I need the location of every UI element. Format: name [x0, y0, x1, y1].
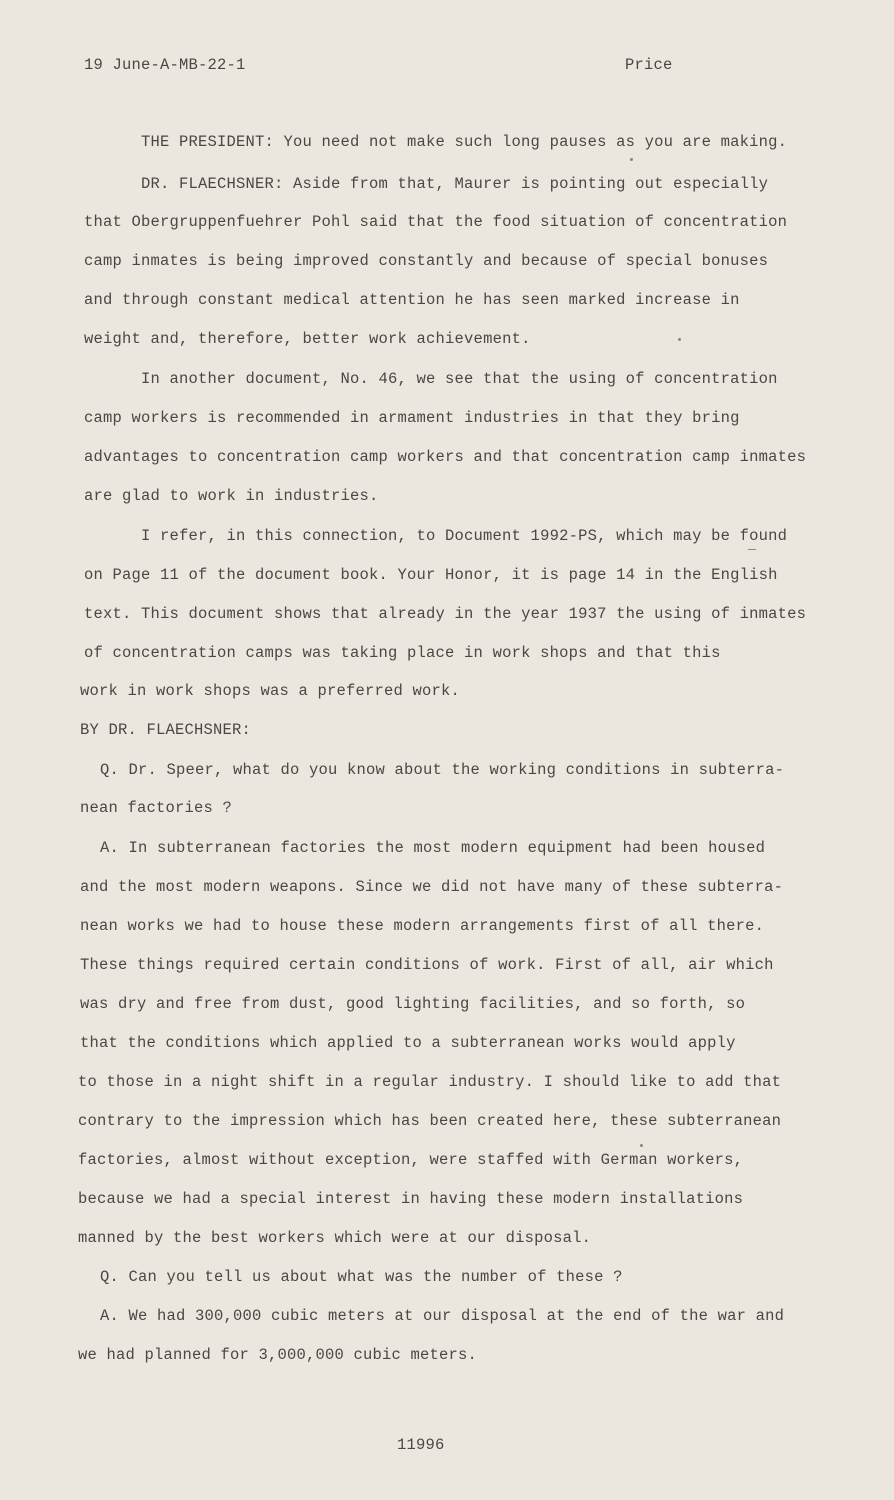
text-line: work in work shops was a preferred work. [80, 682, 461, 700]
text-line: and through constant medical attention he has seen marked increase in [84, 291, 740, 309]
text-line: on Page 11 of the document book. Your Honor, it is page 14 in the English [84, 566, 778, 584]
text-line: factories, almost without exception, were staffed with German workers, [78, 1151, 744, 1169]
paper-speck [640, 1144, 643, 1147]
text-line: camp inmates is being improved constantly and because of special bonuses [84, 252, 769, 270]
speaker-name: Price [625, 56, 673, 74]
text-line: was dry and free from dust, good lighting facilities, and so forth, so [80, 995, 746, 1013]
text-line: we had planned for 3,000,000 cubic meters. [78, 1346, 478, 1364]
text-line: of concentration camps was taking place in work shops and that this [84, 644, 721, 662]
text-line: I refer, in this connection, to Document 1992-PS, which may be found [141, 527, 788, 545]
page-number: 11996 [397, 1436, 445, 1454]
text-line: These things required certain conditions of work. First of all, air which [80, 956, 774, 974]
text-line: to those in a night shift in a regular industry. I should like to add that [78, 1073, 782, 1091]
text-line: that the conditions which applied to a subterranean works would apply [80, 1034, 736, 1052]
text-line: manned by the best workers which were at our disposal. [78, 1229, 592, 1247]
text-line: In another document, No. 46, we see that the using of concentration [141, 370, 778, 388]
text-line: nean works we had to house these modern arrangements first of all there. [80, 917, 765, 935]
text-line: nean factories ? [80, 799, 233, 817]
text-line: are glad to work in industries. [84, 487, 379, 505]
text-line: THE PRESIDENT: You need not make such long pauses as you are making. [141, 133, 788, 151]
question-line: Q. Dr. Speer, what do you know about the working conditions in subterra- [100, 761, 785, 779]
paper-speck [630, 158, 633, 161]
text-line: text. This document shows that already in the year 1937 the using of inmates [84, 605, 807, 623]
section-heading: BY DR. FLAECHSNER: [80, 721, 252, 739]
document-reference: 19 June-A-MB-22-1 [84, 56, 246, 74]
text-line: advantages to concentration camp workers and that concentration camp inmates [84, 448, 807, 466]
text-line: and the most modern weapons. Since we did not have many of these subterra- [80, 878, 784, 896]
paper-speck [748, 549, 756, 550]
text-line: weight and, therefore, better work achievement. [84, 330, 531, 348]
text-line: contrary to the impression which has been created here, these subterranean [78, 1112, 782, 1130]
paper-speck [678, 338, 681, 341]
text-line: camp workers is recommended in armament industries in that they bring [84, 409, 740, 427]
answer-line: A. In subterranean factories the most modern equipment had been housed [100, 839, 766, 857]
text-line: that Obergruppenfuehrer Pohl said that the food situation of concentration [84, 213, 788, 231]
text-line: because we had a special interest in having these modern installations [78, 1190, 744, 1208]
question-line: Q. Can you tell us about what was the number of these ? [100, 1268, 623, 1286]
text-line: DR. FLAECHSNER: Aside from that, Maurer is pointing out especially [141, 175, 769, 193]
answer-line: A. We had 300,000 cubic meters at our disposal at the end of the war and [100, 1307, 785, 1325]
